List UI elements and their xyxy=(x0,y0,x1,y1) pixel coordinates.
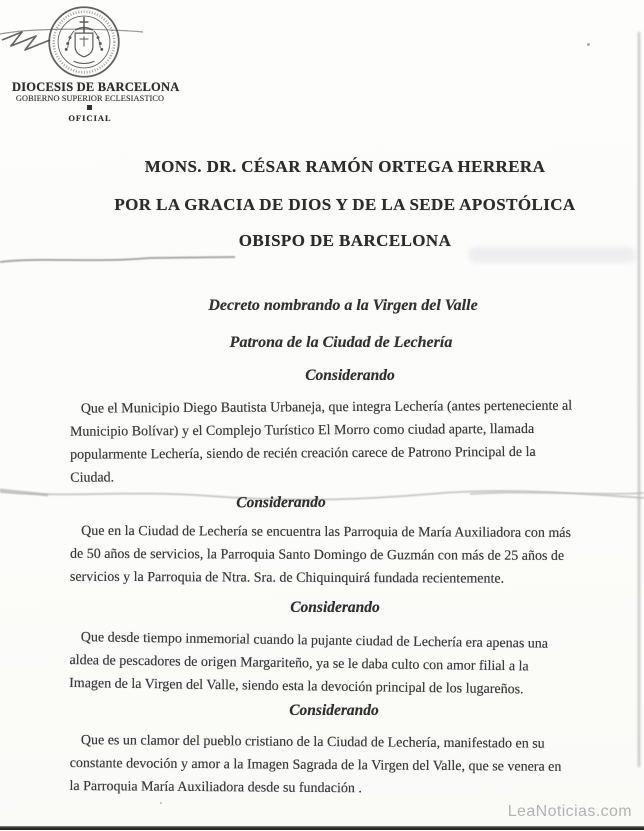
considerando-heading-1: Considerando xyxy=(305,367,395,384)
considerando-heading-3: Considerando xyxy=(290,599,380,616)
decree-subtitle-line2: Patrona de la Ciudad de Lechería xyxy=(229,334,453,351)
scan-speck xyxy=(587,43,590,46)
site-watermark: LeaNoticias.com xyxy=(507,803,632,820)
oficial-label: OFICIAL xyxy=(68,113,112,123)
crease-mark-left xyxy=(0,250,250,268)
scan-bottom-border xyxy=(0,826,644,830)
scan-speck xyxy=(160,802,162,804)
considerando-paragraph-3: Que desde tiempo inmemorial cuando la pujante ciudad de Lechería era apenas una aldea de pescadores de origen Margariteño, ya se le daba culto con amor filial a la Imagen de la Virgen del Valle, siendo esta la devoción principal de los lugareños. xyxy=(69,630,549,698)
considerando-heading-4: Considerando xyxy=(289,702,379,719)
bishop-name-line: MONS. DR. CÉSAR RAMÓN ORTEGA HERRERA xyxy=(144,157,546,176)
diocese-subtitle: GOBIERNO SUPERIOR ECLESIASTICO xyxy=(15,94,165,103)
episcopal-seal-icon xyxy=(47,5,121,79)
considerando-heading-2: Considerando xyxy=(236,493,326,512)
bishop-grace-line: POR LA GRACIA DE DIOS Y DE LA SEDE APOSTÓLICA xyxy=(114,195,576,214)
scan-edge-shadow xyxy=(638,32,640,767)
diocese-name: DIOCESIS DE BARCELONA xyxy=(12,80,180,94)
considerando-paragraph-1: Que el Municipio Diego Bautista Urbaneja, que integra Lechería (antes perteneciente al Municipio Bolívar) y el Complejo Turístico El Morro como ciudad aparte, llamada popularmente Lechería, siendo de recién creación carece de Patrono Principal de la Ciudad. xyxy=(69,398,573,486)
decree-subtitle-line1: Decreto nombrando a la Virgen del Valle xyxy=(208,297,478,314)
letterhead-square-glyph xyxy=(87,105,92,110)
considerando-paragraph-4: Que es un clamor del pueblo cristiano de la Ciudad de Lechería, manifestado en su constante devoción y amor a la Imagen Sagrada de la Virgen del Valle, que se venera en la Parroquia María Auxiliadora desde su fundación . xyxy=(69,733,562,797)
considerando-paragraph-2: Que en la Ciudad de Lechería se encuentra las Parroquia de María Auxiliadora con más de 50 años de servicios, la Parroquia Santo Domingo de Guzmán con más de 25 años de servicios y la Parroquia de Ntra. Sra. de Chiquinquirá fundada recientemente. xyxy=(69,523,571,587)
bishop-office-line: OBISPO DE BARCELONA xyxy=(238,231,452,250)
